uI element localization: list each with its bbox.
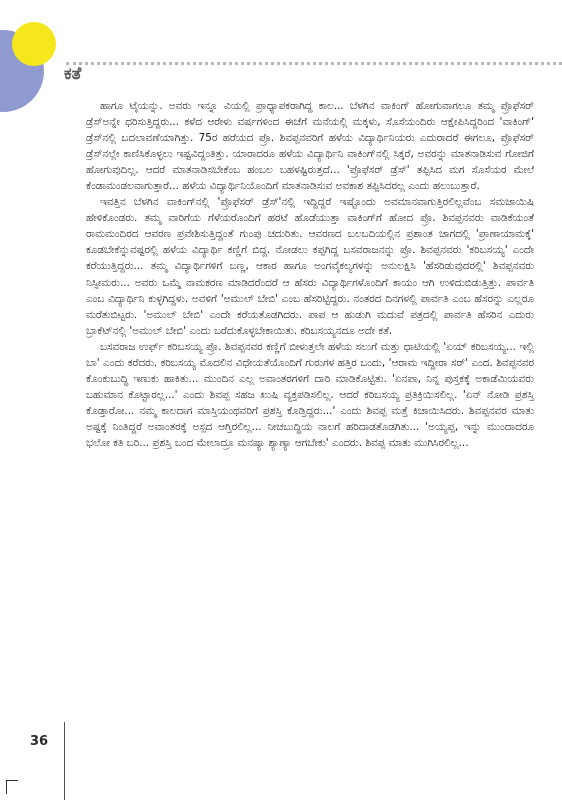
paragraph: ಬಸವರಾಜ ಉರ್ಫ್ ಕರಿಬಸಯ್ಯ ಪ್ರೊ. ಶಿವಪ್ಪನವರ ಕಣ್ಣಿಗೆ ಬೀಳುತ್ತಲೇ ಹಳೆಯ ಸಲುಗೆ ಮತ್ತು ಧಾಟಿಯಲ್ಲಿ 'ಏಯ್ ಕರಿಬಸಯ್ಯ... ಇಲ್ಲಿ ಬಾ' ಎಂದು ಕರೆದರು. ಕರಿಬಸಯ್ಯ ಮೊದಲಿನ ವಿಧೇಯತೆಯೊಂದಿಗೆ ಗುರುಗಳ ಹತ್ತಿರ ಬಂದು, 'ಆರಾಮ ಇದ್ದೀರಾ ಸರ್' ಎಂದ. ಶಿವಪ್ಪನವರ ಕೊಂಕುಬುದ್ಧಿ ಇಣುಕು ಹಾಕಿತು... ಮುಂದಿನ ಎಲ್ಲ ಅವಾಂತರಗಳಿಗೆ ದಾರಿ ಮಾಡಿಕೊಟ್ಟಿತು. 'ಏನಪಾ, ನಿನ್ನ ಪುಸ್ತಕಕ್ಕೆ ಅಕಾಡೆಮಿಯವರು ಬಹುಮಾನ ಕೊಟ್ಟಾರಲ್ಲ...' ಎಂದು ಶಿವಪ್ಪ ಸಹಜ ಖುಷಿ ವ್ಯಕ್ತಪಡಿಸಲಿಲ್ಲ. ಆದರೆ ಕರಿಬಸಯ್ಯ ಪ್ರತಿಕ್ರಿಯಿಸಲಿಲ್ಲ. 'ಏನ್ ನೋಡಿ ಪ್ರಶಸ್ತಿ ಕೊಡ್ತಾರೋ... ನಮ್ಮ ಕಾಲದಾಗ ಮಾಸ್ತಿಯಂಥವರಿಗೆ ಪ್ರಶಸ್ತಿ ಕೊಡ್ತಿದ್ದರು...' ಎಂದು ಶಿವಪ್ಪ ಮತ್ತೆ ಕಿಚಾಯಿಸಿದರು. ಶಿವಪ್ಪನವರ ಮಾತು ಅಷ್ಟಕ್ಕೆ ನಿಂತಿದ್ದರೆ ಅವಾಂತರಕ್ಕೆ ಅಸ್ಪದ ಆಗ್ತಿರಲಿಲ್ಲ... ನೀಚಬುದ್ಧಿಯ ನಾಲಗೆ ಹರಿದಾಡತೊಡಗಿತು... 'ಅಯ್ಯಪ್ಪ, ಇನ್ನು ಮುಂದಾದರೂ ಭಲೋ ಕತಿ ಬರಿ... ಪ್ರಶಸ್ತಿ ಬಂದ ಮೇಲಾದ್ರೂ ಮನಷ್ಯಾ ಶ್ಯಾಣ್ಯಾ ಆಗಬೇಕು' ಎಂದರು. ಶಿವಪ್ಪ ಮಾತು ಮುಗಿಸಿರಲಿಲ್ಲ...: [86, 340, 534, 449]
header-dotted-rule: [66, 62, 562, 65]
page-number: 36: [30, 734, 49, 749]
crop-mark: [6, 780, 7, 794]
footer-vertical-rule: [64, 722, 65, 800]
crop-mark: [6, 780, 18, 781]
decorative-yellow-circle: [12, 22, 56, 66]
paragraph: ಹಾಗೂ ಟೈಯನ್ನು. ಅವರು ಇನ್ನೂ ವಿಯಲ್ಲಿ ಪ್ರಾಧ್ಯಾಪಕರಾಗಿದ್ದ ಕಾಲ... ಬೆಳಗಿನ ವಾಕಿಂಗ್ ಹೋಗುವಾಗಲೂ ತಮ್ಮ ಪ್ರೊಫೆಸರ್ ಡ್ರೆಸ್‌ಅನ್ನೇ ಧರಿಸುತ್ತಿದ್ದರು... ಕಳೆದ ಆರೇಳು ವರ್ಷಗಳಿಂದ ಈಚೆಗೆ ಮನೆಯಲ್ಲಿ ಮಕ್ಕಳು, ಸೊಸೆಯಂದಿರು ಆಕ್ಷೇಪಿಸಿದ್ದರಿಂದ 'ವಾಕಿಂಗ್' ಡ್ರೆಸ್‌ನಲ್ಲಿ ಬದಲಾವಣೆಯಾಗಿತ್ತು. 75ರ ಹರೆಯದ ಪ್ರೊ. ಶಿವಪ್ಪನವರಿಗೆ ಹಳೆಯ ವಿದ್ಯಾರ್ಥಿನಿಯರು ಎದುರಾದರೆ ಈಗಲೂ, ಪ್ರೊಫೆಸರ್ ಡ್ರೆಸ್‌ನಲ್ಲೇ ಕಾಣಿಸಿಕೊಳ್ಳಲು ಇಷ್ಟವಿದ್ದಂತಿತ್ತು. ಯಾರಾದರೂ ಹಳೆಯ ವಿದ್ಯಾರ್ಥಿನಿ ವಾಕಿಂಗ್‌ನಲ್ಲಿ ಸಿಕ್ಕರೆ, ಅವರನ್ನು ಮಾತನಾಡಿಸುವ ಗೋಜಿಗೆ ಹೋಗುವುದಿಲ್ಲ. ಆದರೆ ಮಾತನಾಡಿಸಬೇಕೆಂಬ ಹಂಬಲ ಬಹಳಷ್ಟಿರುತ್ತದೆ... 'ಪ್ರೊಫೆಸರ್ ಡ್ರೆಸ್' ತಪ್ಪಿಸಿದ ಮಗ ಸೊಸೆಯರ ಮೇಲೆ ಕೆಂಡಾಮಂಡಲವಾಗುತ್ತಾರೆ... ಹಳೆಯ ವಿದ್ಯಾರ್ಥಿನಿಯೊಂದಿಗೆ ಮಾತನಾಡಿಸುವ ಅವಕಾಶ ತಪ್ಪಿಸಿದರಲ್ಲ ಎಂದು ಹಲುಬುತ್ತಾರೆ.: [86, 100, 534, 193]
paragraph: ಇವತ್ತಿನ ಬೆಳಗಿನ ವಾಕಿಂಗ್‌ನಲ್ಲಿ 'ಪ್ರೊಫೆಸರ್ ಡ್ರೆಸ್'ನಲ್ಲಿ ಇದ್ದಿದ್ದರೆ ಇಷ್ಟೊಂದು ಅವಮಾನವಾಗುತ್ತಿರಲಿಲ್ಲವೆಂಬ ಸಮಜಾಯಿಷಿ ಹೇಳಿಕೊಂಡರು. ತಮ್ಮ ವಾರಿಗೆಯ ಗೆಳೆಯರೊಂದಿಗೆ ಹರಟೆ ಹೊಡೆಯುತ್ತಾ ವಾಕಿಂಗ್‌ಗೆ ಹೋದ ಪ್ರೊ. ಶಿವಪ್ಪನವರು ವಾಡಿಕೆಯಂತೆ ರಾಮಮಂದಿರದ ಆವರಣ ಪ್ರವೇಶಿಸುತ್ತಿದ್ದಂತೆ ಗುಂಪು ಚದುರಿತು. ಆವರಣದ ಬಲಬದಿಯಲ್ಲಿನ ಪ್ರಶಾಂತ ಜಾಗದಲ್ಲಿ 'ಪ್ರಾಣಾಯಾಮಕ್ಕೆ' ಕೂಡಬೇಕೆನ್ನುವಷ್ಟರಲ್ಲಿ ಹಳೆಯ ವಿದ್ಯಾರ್ಥಿ ಕಣ್ಣಿಗೆ ಬಿದ್ದ. ನೋಡಲು ಕಪ್ಪಗಿದ್ದ ಬಸವರಾಜನನ್ನು ಪ್ರೊ. ಶಿವಪ್ಪನವರು 'ಕರಿಬಸಯ್ಯ' ಎಂದೇ ಕರೆಯುತ್ತಿದ್ದರು... ತಮ್ಮ ವಿದ್ಯಾರ್ಥಿಗಳಿಗೆ ಬಣ್ಣ, ಆಕಾರ ಹಾಗೂ ಅಂಗವೈಕಲ್ಯಗಳನ್ನು ಅನುಲಕ್ಷಿಸಿ 'ಹೆಸರಿಡುವುದರಲ್ಲಿ' ಶಿವಪ್ಪನವರು ನಿಸ್ಸೀಮರು... ಅವರು ಒಮ್ಮೆ ನಾಮಕರಣ ಮಾಡಿದರೆಂದರೆ ಆ ಹೆಸರು ವಿದ್ಯಾರ್ಥಿಗಳೊಂದಿಗೆ ಕಾಯಂ ಆಗಿ ಉಳಿದುಬಿಡುತ್ತಿತ್ತು. ಪಾರ್ವತಿ ಎಂಬ ವಿದ್ಯಾರ್ಥಿನಿ ಕುಳ್ಳಗಿದ್ದಳು. ಅವಳಿಗೆ 'ಅಮುಲ್ ಬೇಬಿ' ಎಂಬ ಹೆಸರಿಟ್ಟಿದ್ದರು. ನಂತರದ ದಿನಗಳಲ್ಲಿ ಪಾರ್ವತಿ ಎಂಬ ಹೆಸರನ್ನು ಎಲ್ಲರೂ ಮರೆತುಬಿಟ್ಟರು. 'ಅಮುಲ್ ಬೇಬಿ' ಎಂದೇ ಕರೆಯತೊಡಗಿದರು. ಪಾಪ ಆ ಹುಡುಗಿ ಮದುವೆ ಪತ್ರದಲ್ಲಿ ಪಾರ್ವತಿ ಹೆಸರಿನ ಎದುರು ಬ್ರಾಕೆಟ್‌ನಲ್ಲಿ 'ಅಮುಲ್ ಬೇಬಿ' ಎಂದು ಬರೆದುಕೊಳ್ಳಬೇಕಾಯಿತು. ಕರಿಬಸಯ್ಯನದೂ ಅದೇ ಕತೆ.: [86, 196, 534, 337]
story-body: [86, 98, 534, 451]
section-label: ಕತೆ: [64, 64, 82, 84]
